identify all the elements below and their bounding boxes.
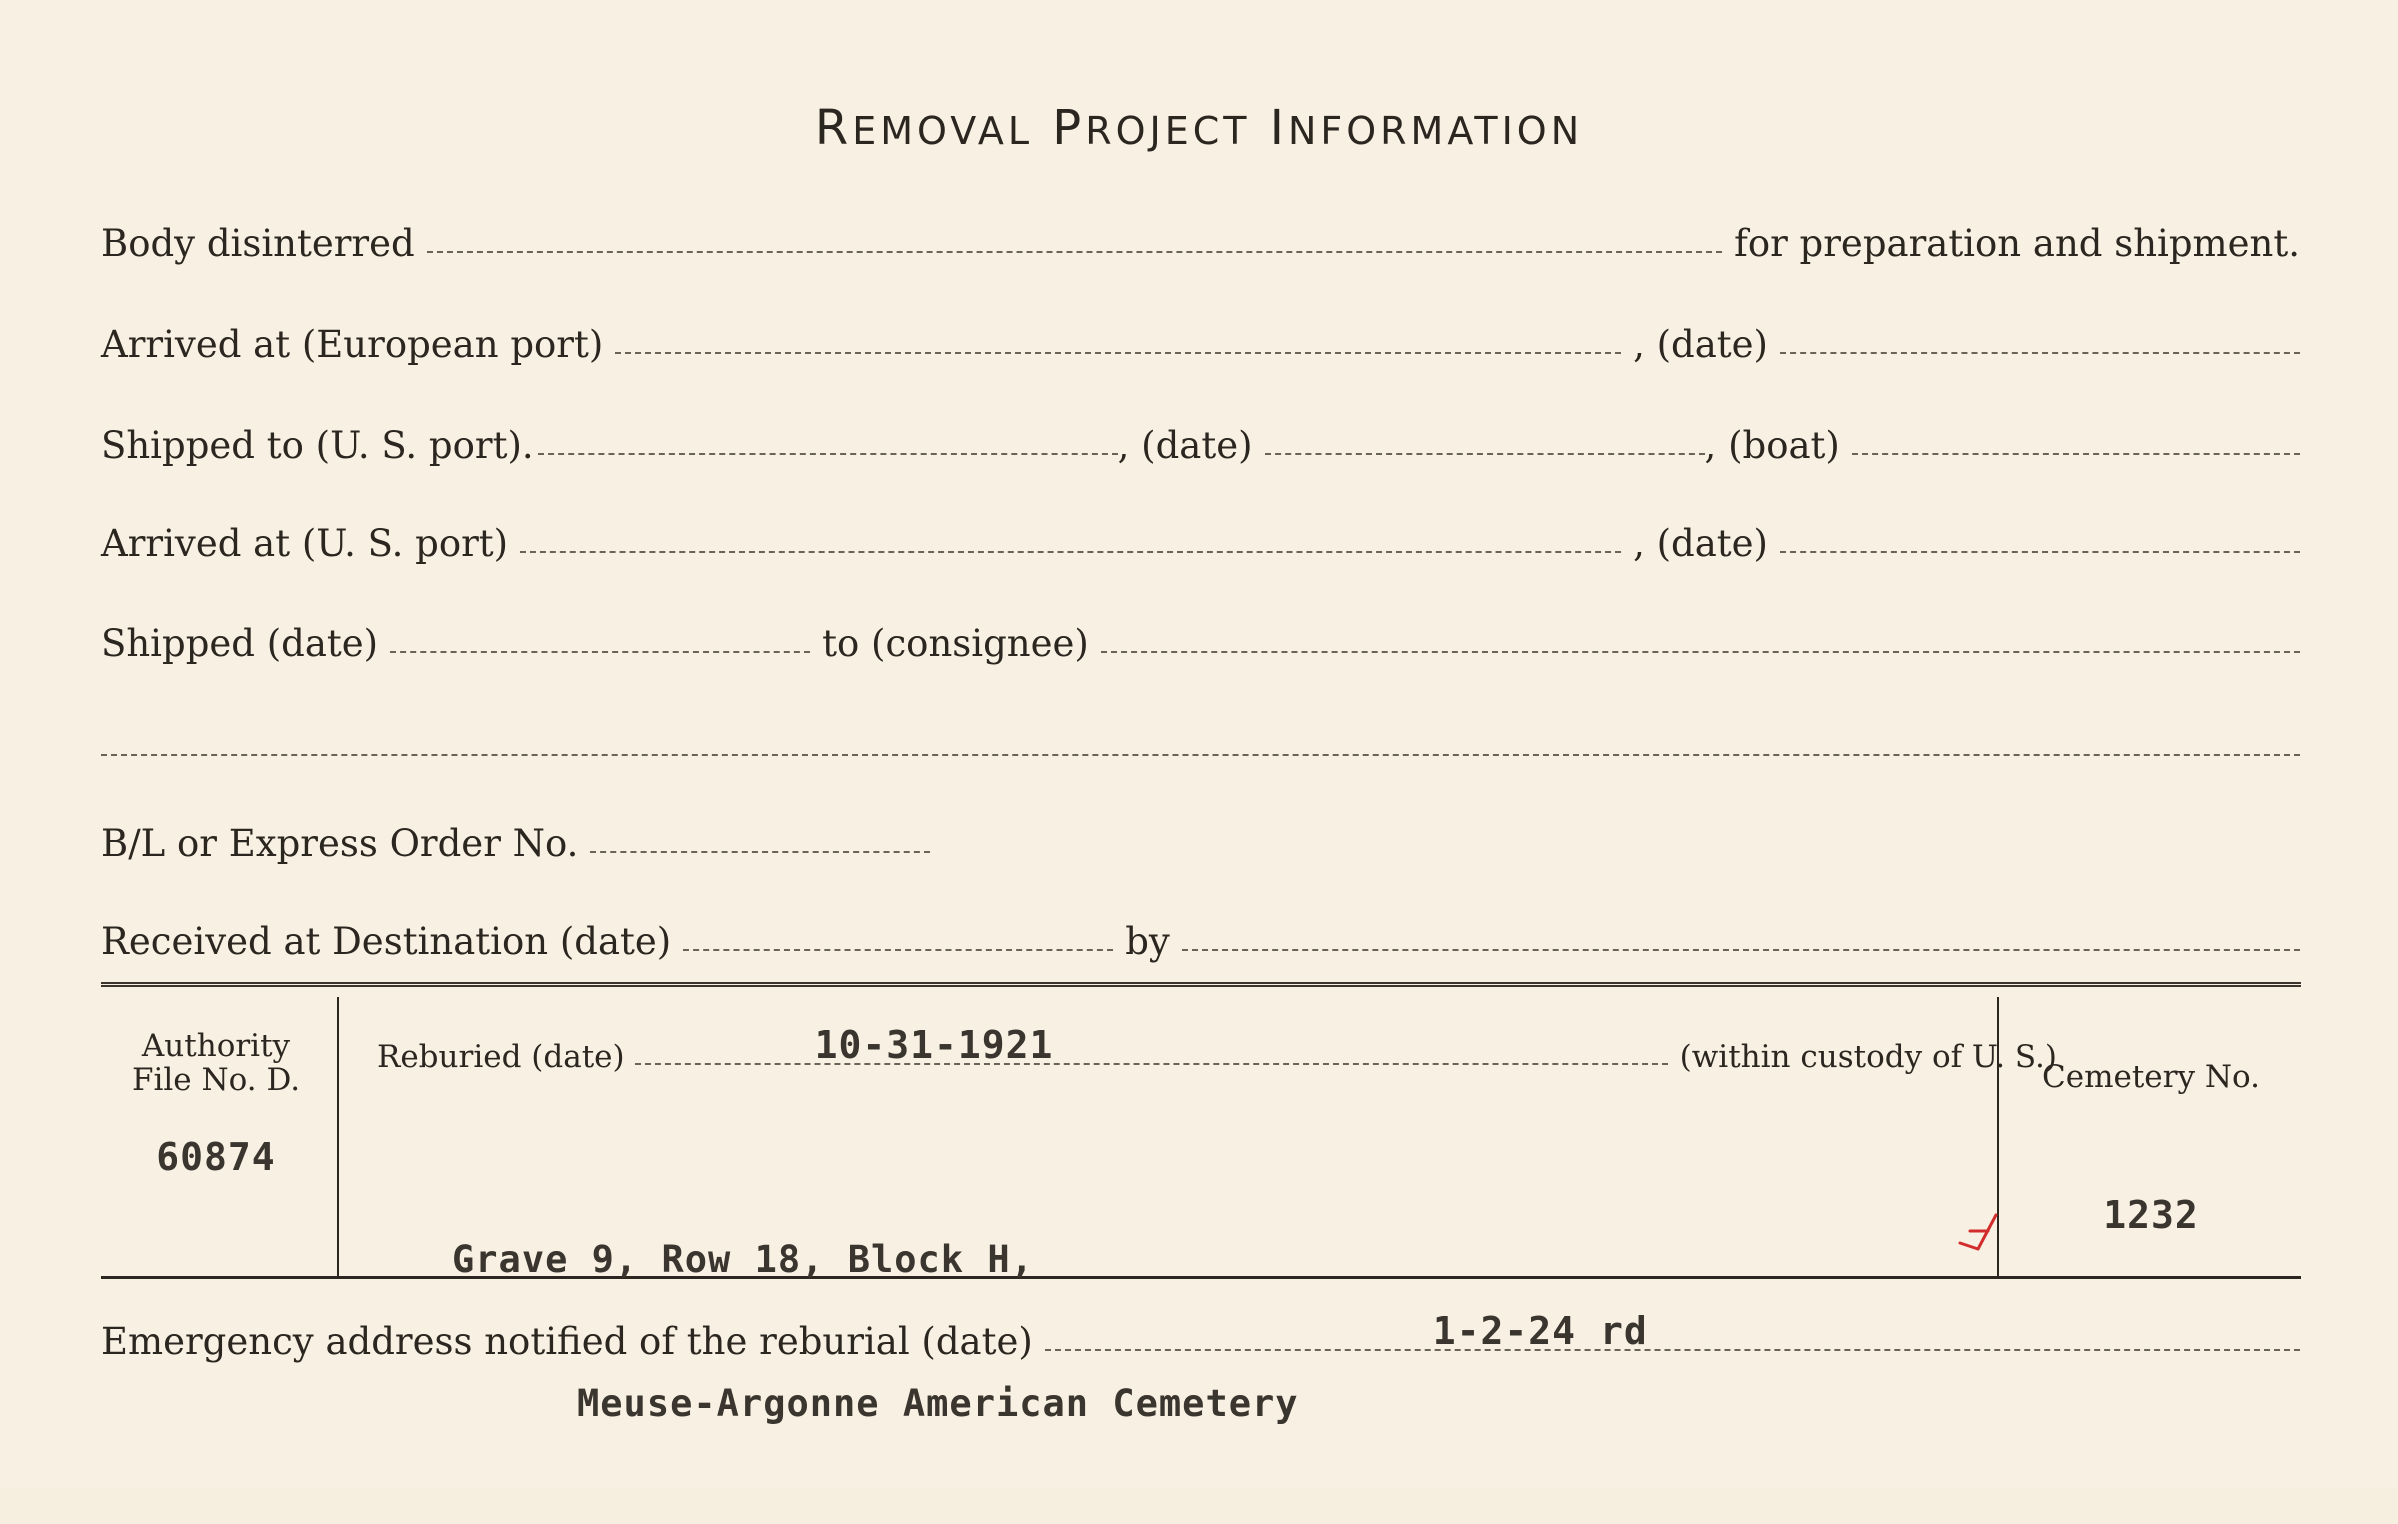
reburied-row xyxy=(377,1023,2057,1075)
shipped-us-boat-field xyxy=(1852,453,2300,455)
authority-label xyxy=(101,1029,331,1097)
custody-label: (within custody of U. S.) xyxy=(1679,1039,2057,1075)
emergency-date-value: 1-2-24 rd xyxy=(1432,1309,1648,1353)
check-mark-icon xyxy=(1956,1209,2000,1253)
cemetery-number: 1232 xyxy=(2103,1193,2199,1237)
card-title xyxy=(0,100,2398,156)
shipped-us-label: Shipped to (U. S. port). xyxy=(101,424,534,467)
emergency-label: Emergency address notified of the reburial (date) xyxy=(101,1320,1033,1363)
reburied-label: Reburied (date) xyxy=(377,1039,625,1075)
arrived-european-label: Arrived at (European port) xyxy=(101,323,604,366)
received-row xyxy=(101,920,2300,963)
body-disinterred-label: Body disinterred xyxy=(101,222,415,265)
bl-order-label: B/L or Express Order No. xyxy=(101,822,579,865)
shipped-us-date-label: , (date) xyxy=(1117,424,1253,467)
arrived-us-date-field xyxy=(1780,551,2300,553)
body-disinterred-field xyxy=(427,251,1722,253)
arrived-us-label: Arrived at (U. S. port) xyxy=(101,522,509,565)
emergency-row xyxy=(101,1309,2300,1363)
shipped-date-row xyxy=(101,622,2300,665)
shipped-us-date-field xyxy=(1265,453,1705,455)
arrived-european-date-label: , (date) xyxy=(1633,323,1768,366)
file-number: 60874 xyxy=(156,1135,276,1179)
box-divider-left xyxy=(337,997,339,1276)
arrived-us-date-label: , (date) xyxy=(1633,522,1768,565)
body-disinterred-row xyxy=(101,222,2300,265)
consignee-label: to (consignee) xyxy=(822,622,1089,665)
consignee-field xyxy=(1101,651,2300,653)
bl-order-field xyxy=(590,851,930,853)
received-date-field xyxy=(683,949,1113,951)
bl-order-row xyxy=(101,822,2300,865)
cemetery-label: Cemetery No. xyxy=(2042,1059,2260,1095)
reburied-date-value: 10-31-1921 xyxy=(814,1023,1054,1067)
reburied-date-field xyxy=(635,1023,1668,1067)
shipped-us-row xyxy=(101,424,2300,467)
arrived-us-port-field xyxy=(520,551,1621,553)
received-by-label: by xyxy=(1125,920,1170,963)
arrived-european-port-field xyxy=(615,352,1621,354)
arrived-european-row xyxy=(101,323,2300,366)
body-disinterred-suffix: for preparation and shipment. xyxy=(1734,222,2300,265)
grave-line-2: Meuse-Argonne American Cemetery xyxy=(577,1382,1299,1425)
received-label: Received at Destination (date) xyxy=(101,920,672,963)
received-by-field xyxy=(1182,949,2300,951)
arrived-european-date-field xyxy=(1780,352,2300,354)
card-title-text: REMOVAL PROJECT INFORMATION xyxy=(814,100,1584,156)
emergency-date-field xyxy=(1045,1309,2300,1353)
authority-label-line-1: Authority xyxy=(141,1028,291,1064)
arrived-us-row xyxy=(101,522,2300,565)
authority-label-line-2: File No. D. xyxy=(131,1062,301,1098)
shipped-us-boat-label: , (boat) xyxy=(1704,424,1840,467)
shipped-us-port-field xyxy=(538,453,1118,455)
shipped-date-label: Shipped (date) xyxy=(101,622,379,665)
consignee-continuation-line xyxy=(101,754,2300,756)
shipped-date-field xyxy=(390,651,810,653)
grave-line-1: Grave 9, Row 18, Block H, xyxy=(452,1238,1034,1281)
